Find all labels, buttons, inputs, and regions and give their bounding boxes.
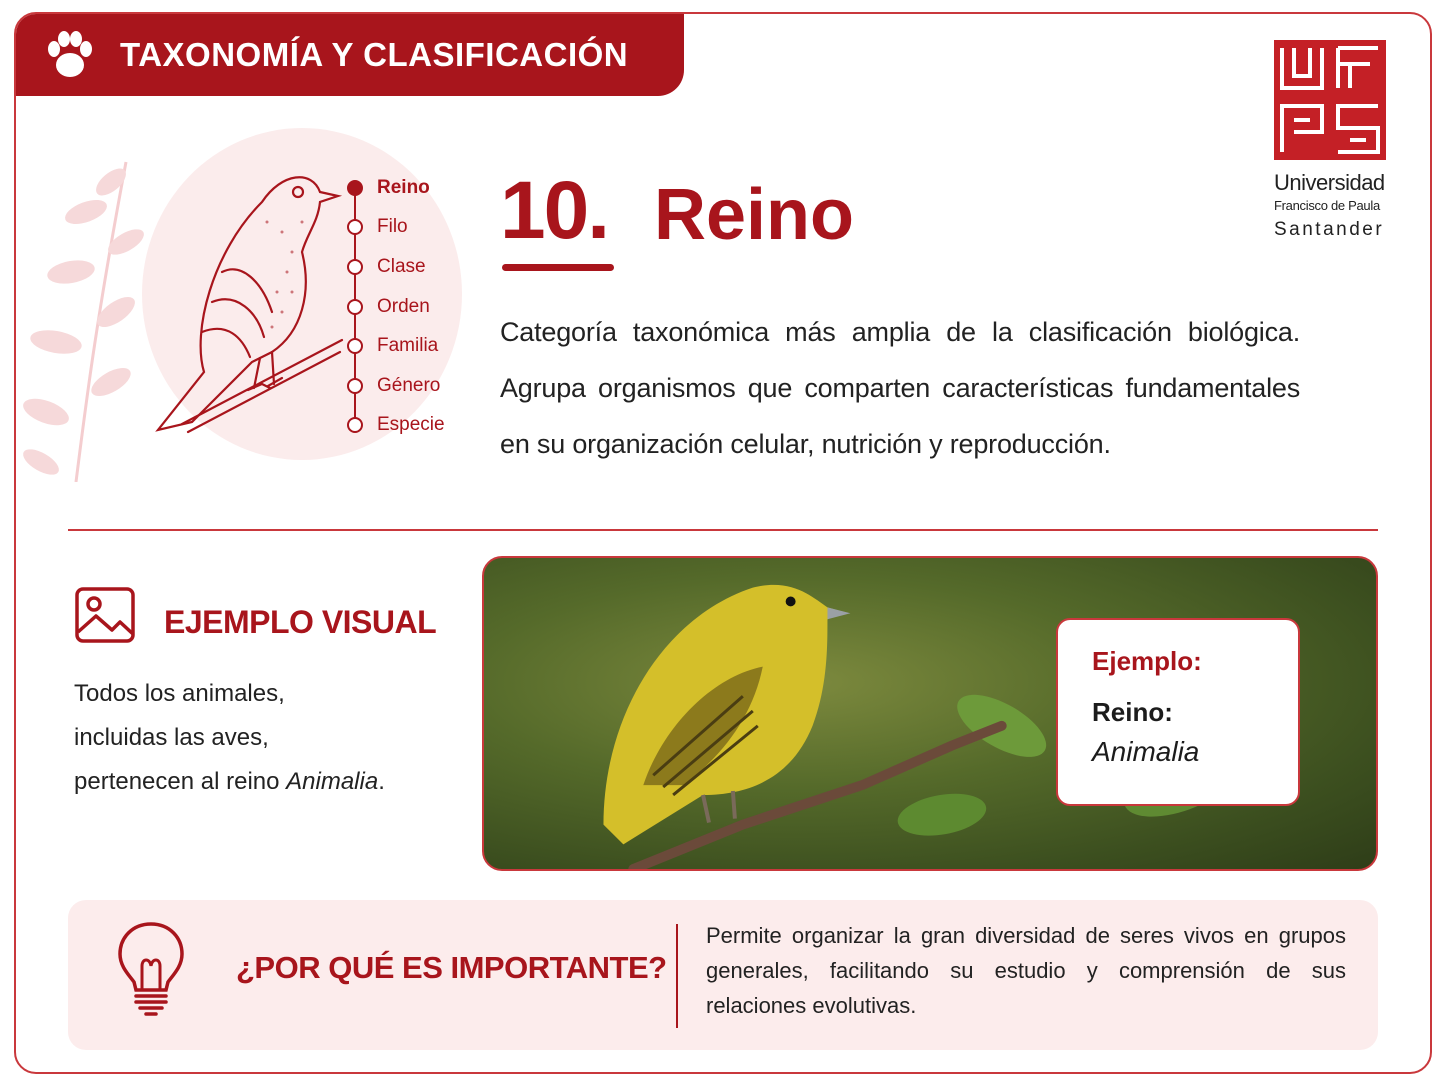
title-number: 10. — [500, 165, 608, 256]
taxonomy-label: Orden — [377, 295, 430, 317]
description-text: Categoría taxonómica más amplia de la clasificación biológica. Agrupa organismos que comparten características fundamentales en su organización celular, nutrición y reproducción. — [500, 317, 1300, 459]
visual-example-title: EJEMPLO VISUAL — [164, 604, 437, 640]
taxonomy-label: Especie — [377, 414, 445, 436]
taxonomy-level-2 — [347, 247, 445, 287]
visual-example-text — [74, 672, 385, 804]
taxonomy-dot — [347, 417, 363, 433]
title-underline — [502, 264, 614, 271]
logo-university: Universidad — [1274, 170, 1385, 195]
taxonomy-level-1 — [347, 208, 445, 248]
taxonomy-label: Familia — [377, 335, 439, 357]
taxonomy-dot — [347, 180, 363, 196]
taxonomy-dot — [347, 299, 363, 315]
taxonomy-dot — [347, 378, 363, 394]
image-icon — [74, 586, 136, 644]
example-label: Ejemplo: — [1092, 646, 1202, 676]
taxonomy-dot — [347, 219, 363, 235]
taxonomy-dot — [347, 338, 363, 354]
visual-text-line-1: Todos los animales, — [74, 680, 285, 707]
example-callout — [1056, 618, 1300, 806]
importance-panel — [68, 900, 1378, 1050]
decorative-leaves — [16, 142, 146, 482]
taxonomy-level-0 — [347, 168, 445, 208]
taxonomy-level-3 — [347, 287, 445, 327]
taxonomy-level-6 — [347, 406, 445, 446]
importance-separator — [676, 924, 678, 1028]
visual-text-line-3 — [74, 760, 385, 804]
paw-icon — [42, 27, 98, 83]
visual-text-line-3-suffix: . — [378, 768, 385, 795]
visual-text-animalia: Animalia — [286, 768, 379, 795]
example-key: Reino: — [1092, 697, 1173, 727]
visual-text-line-3-prefix: pertenecen al reino — [74, 768, 287, 795]
visual-text-line-2: incluidas las aves, — [74, 724, 269, 751]
taxonomy-dot — [347, 259, 363, 275]
infographic-card — [14, 12, 1432, 1074]
taxonomy-level-5 — [347, 366, 445, 406]
taxonomy-label: Clase — [377, 255, 426, 277]
header-title: TAXONOMÍA Y CLASIFICACIÓN — [120, 36, 629, 73]
importance-title: ¿POR QUÉ ES IMPORTANTE? — [236, 950, 667, 985]
bird-sketch-illustration — [142, 162, 347, 437]
example-value: Animalia — [1092, 736, 1200, 767]
taxonomy-label: Filo — [377, 216, 408, 238]
taxonomy-levels-list — [347, 168, 445, 445]
lightbulb-icon — [116, 920, 186, 1016]
taxonomy-level-4 — [347, 326, 445, 366]
taxonomy-label: Género — [377, 374, 441, 396]
ufps-logo-mark — [1274, 40, 1386, 160]
page-title: Reino — [654, 175, 855, 255]
taxonomy-label: Reino — [377, 176, 430, 198]
logo-francisco: Francisco de Paula — [1274, 198, 1380, 213]
logo-santander: Santander — [1274, 219, 1385, 240]
section-divider — [68, 529, 1378, 531]
importance-text: Permite organizar la gran diversidad de seres vivos en grupos generales, facilitando su estudio y comprensión de sus relaciones evolutivas. — [706, 923, 1346, 1018]
header-tab — [16, 14, 684, 96]
ufps-logo — [1274, 40, 1390, 241]
